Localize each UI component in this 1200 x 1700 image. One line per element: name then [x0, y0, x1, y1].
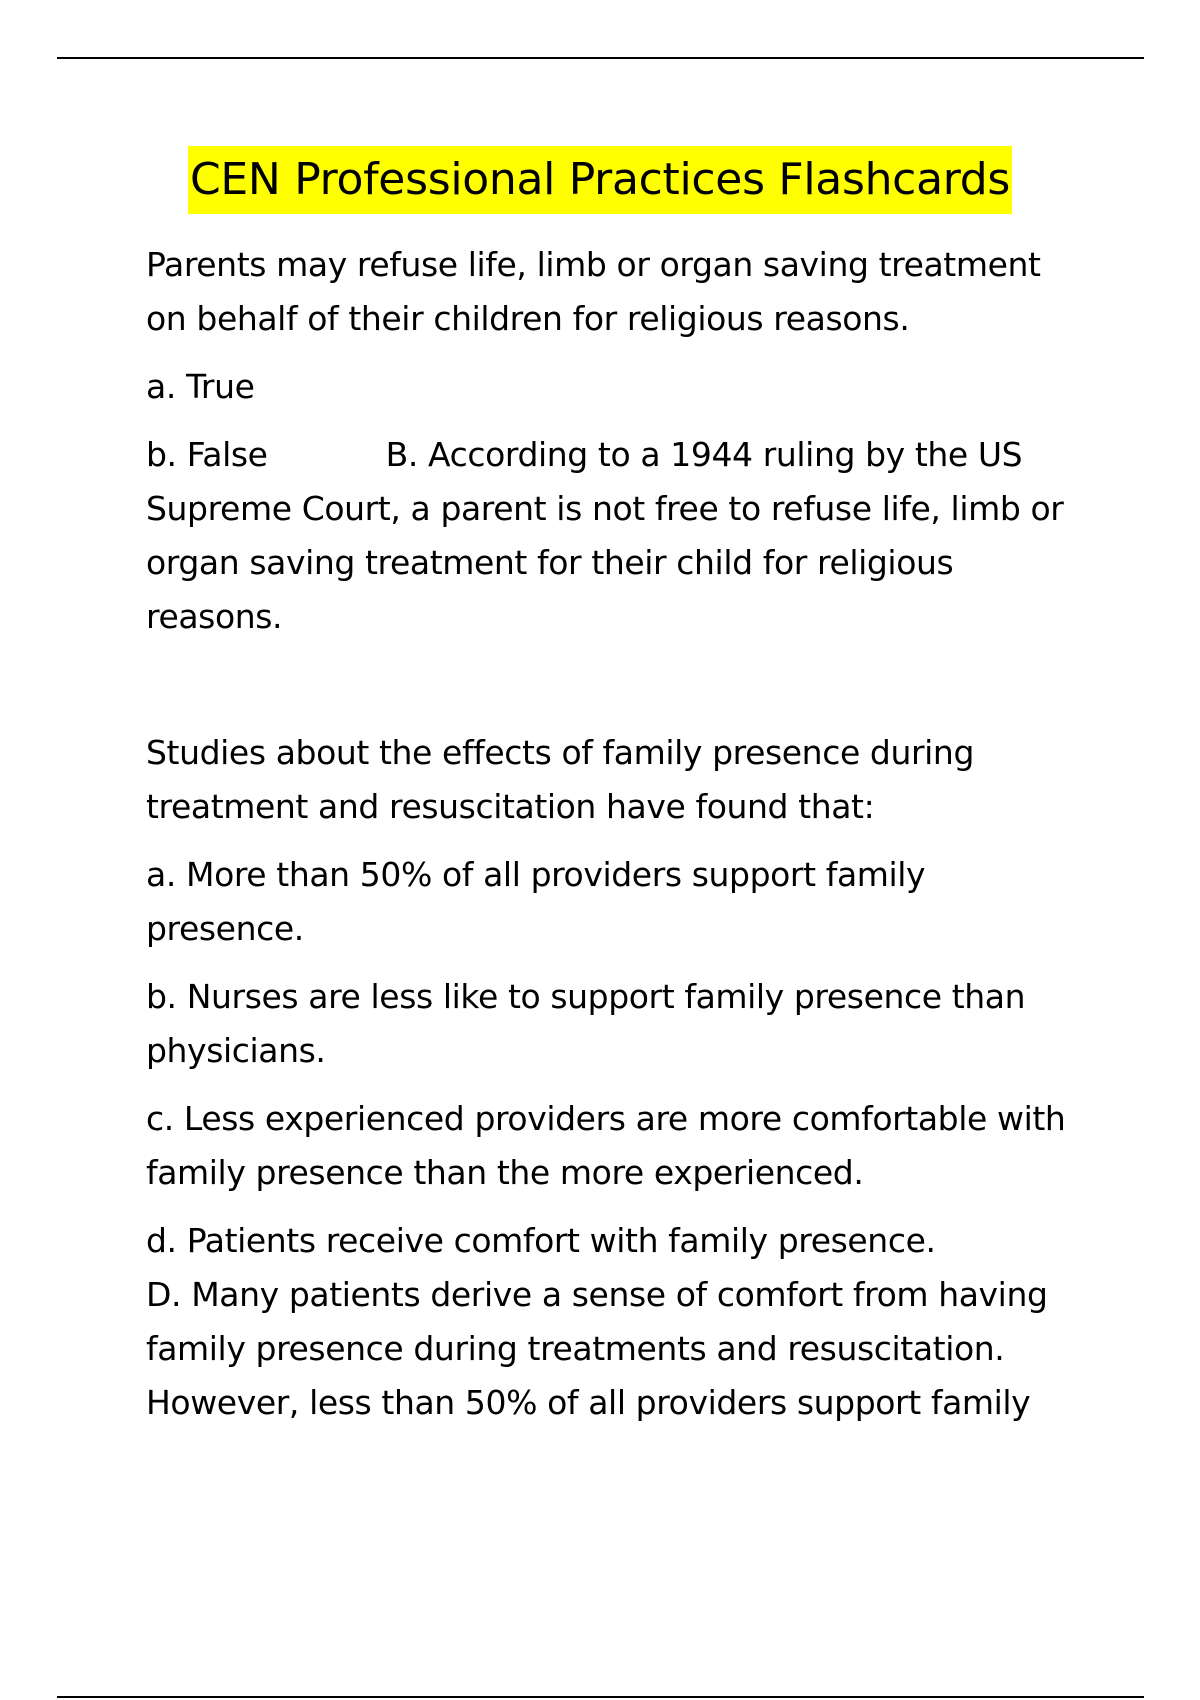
flashcard	[146, 726, 1086, 1430]
option-d: d. Patients receive comfort with family presence.	[146, 1221, 936, 1260]
answer-text: B. According to a 1944 ruling by the US Supreme Court, a parent is not free to refuse life, limb or organ saving treatment for their child for religious reasons.	[146, 435, 1064, 636]
option-a: a. More than 50% of all providers support family presence.	[146, 855, 926, 948]
flashcard	[146, 238, 1086, 644]
answer-text: D. Many patients derive a sense of comfort from having family presence during treatments and resuscitation. However, less than 50% of all providers support family	[146, 1275, 1048, 1422]
document-body	[146, 238, 1086, 1444]
card-spacer	[146, 658, 1086, 726]
question-text: Studies about the effects of family presence during treatment and resuscitation have found that:	[146, 733, 974, 826]
option-b-with-answer	[146, 428, 1086, 644]
option-b: b. False	[146, 435, 268, 474]
question-text: Parents may refuse life, limb or organ saving treatment on behalf of their children for religious reasons.	[146, 245, 1041, 338]
title-container	[0, 146, 1200, 214]
option-c: c. Less experienced providers are more comfortable with family presence than the more experienced.	[146, 1099, 1066, 1192]
option-a: a. True	[146, 367, 255, 406]
footer-rule	[57, 1696, 1144, 1698]
header-rule	[57, 57, 1144, 59]
page-title: CEN Professional Practices Flashcards	[188, 146, 1012, 214]
option-b: b. Nurses are less like to support family presence than physicians.	[146, 977, 1026, 1070]
